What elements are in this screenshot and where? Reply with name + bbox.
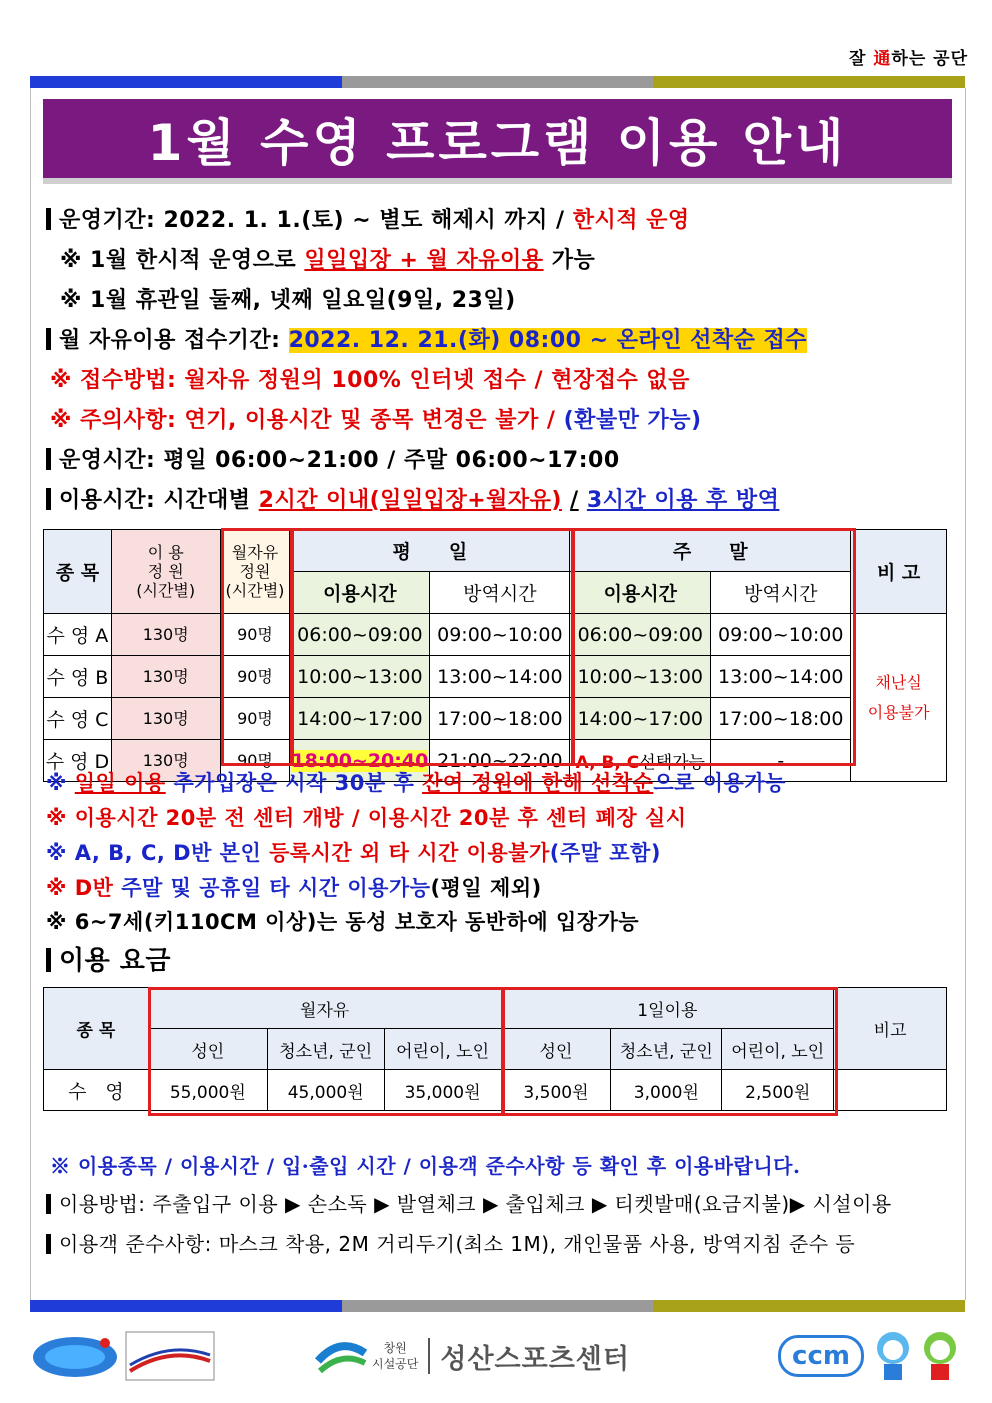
header-weekend: 주 말 — [570, 530, 851, 572]
fee-header-note: 비고 — [834, 988, 947, 1070]
header-item: 종 목 — [44, 530, 112, 614]
certification-logo — [125, 1328, 215, 1384]
center-name: 성산스포츠센터 — [440, 1343, 630, 1375]
fee-daily-child: 2,500원 — [722, 1070, 834, 1111]
note-line-1: ※ 1월 한시적 운영으로 일일입장 + 월 자유이용 가능 — [60, 248, 596, 273]
ccm-logo: ccm — [778, 1328, 864, 1384]
row-item: 수 영 D — [44, 740, 112, 782]
table-row — [44, 656, 947, 698]
table-row — [44, 1070, 947, 1111]
row-capacity: 130명 — [111, 698, 220, 740]
note-line-2: ※ 1월 휴관일 둘째, 넷째 일요일(9일, 23일) — [60, 288, 516, 313]
corporation-logo-icon — [310, 1331, 370, 1381]
row-item: 수 영 B — [44, 656, 112, 698]
header-weekend-disinfect: 방역시간 — [711, 572, 851, 614]
row-monthly-capacity: 90명 — [220, 740, 290, 782]
notice-4: ※ D반 주말 및 공휴일 타 시간 이용가능(평일 제외) — [46, 876, 542, 900]
top-color-bar — [30, 76, 965, 88]
registration-line: 월 자유이용 접수기간: 2022. 12. 21.(화) 08:00 ~ 온라인 선착순 접수 — [46, 323, 807, 354]
fee-header-youth: 청소년, 군인 — [267, 1029, 384, 1070]
notice-5: ※ 6~7세(키110CM 이상)는 동성 보호자 동반하에 입장가능 — [46, 910, 640, 934]
footer-rules: 이용객 준수사항: 마스크 착용, 2M 거리두기(최소 1M), 개인물품 사용, 방역지침 준수 등 — [46, 1228, 855, 1257]
caution-line: ※ 주의사항: 연기, 이용시간 및 종목 변경은 불가 / (환불만 가능) — [50, 408, 702, 433]
row-weekday-disinfect: 17:00~18:00 — [430, 698, 570, 740]
fee-header-monthly: 월자유 — [148, 988, 501, 1029]
footer-notice: ※ 이용종목 / 이용시간 / 입·출입 시간 / 이용객 준수사항 등 확인 후 이용바랍니다. — [50, 1154, 801, 1178]
header-weekday: 평 일 — [290, 530, 570, 572]
method-line: ※ 접수방법: 월자유 정원의 100% 인터넷 접수 / 현장접수 없음 — [50, 368, 690, 393]
hours-line: 운영시간: 평일 06:00~21:00 / 주말 06:00~17:00 — [46, 443, 620, 474]
mascot-logo — [870, 1328, 965, 1384]
bottom-color-bar — [30, 1300, 965, 1312]
row-weekend-disinfect: 09:00~10:00 — [711, 614, 851, 656]
header-monthly-capacity: 월자유 정원 (시간별) — [220, 530, 290, 614]
row-monthly-capacity: 90명 — [220, 614, 290, 656]
fee-daily-youth: 3,000원 — [611, 1070, 722, 1111]
page-title: 1월 수영 프로그램 이용 안내 — [43, 99, 952, 178]
notice-3: ※ A, B, C, D반 본인 등록시간 외 타 시간 이용불가(주말 포함) — [46, 841, 661, 865]
fee-monthly-adult: 55,000원 — [148, 1070, 267, 1111]
header-weekend-use: 이용시간 — [570, 572, 711, 614]
mascot-icon — [870, 1328, 965, 1384]
city-logo — [30, 1328, 120, 1384]
header-weekday-disinfect: 방역시간 — [430, 572, 570, 614]
row-weekend-disinfect: 13:00~14:00 — [711, 656, 851, 698]
header-capacity: 이 용 정 원 (시간별) — [111, 530, 220, 614]
note-cell: 채난실 이용불가 — [851, 614, 947, 782]
usage-line: 이용시간: 시간대별 2시간 이내(일일입장+월자유) / 3시간 이용 후 방역 — [46, 483, 779, 514]
fee-note — [834, 1070, 947, 1111]
row-weekend-use: 06:00~09:00 — [570, 614, 711, 656]
slogan: 잘 通하는 공단 — [849, 49, 968, 69]
corporation-logo: 창원 시설공단 성산스포츠센터 — [310, 1328, 630, 1384]
fee-header-child: 어린이, 노인 — [384, 1029, 501, 1070]
table-row — [44, 614, 947, 656]
notice-1: ※ 일일 이용 추가입장은 시작 30분 후 잔여 정원에 한해 선착순으로 이용가능 — [46, 771, 786, 795]
row-capacity: 130명 — [111, 740, 220, 782]
row-item: 수 영 C — [44, 698, 112, 740]
row-weekend-disinfect: 17:00~18:00 — [711, 698, 851, 740]
fee-header-item: 종 목 — [44, 988, 149, 1070]
fee-table — [43, 987, 947, 1111]
row-item: 수 영 A — [44, 614, 112, 656]
fee-header-adult: 성인 — [148, 1029, 267, 1070]
row-weekend-use: 14:00~17:00 — [570, 698, 711, 740]
period-line: 운영기간: 2022. 1. 1.(토) ~ 별도 해제시 까지 / 한시적 운영 — [46, 203, 690, 234]
schedule-table — [43, 529, 947, 782]
fee-header-adult: 성인 — [501, 1029, 611, 1070]
row-weekend-use: 10:00~13:00 — [570, 656, 711, 698]
fee-monthly-child: 35,000원 — [384, 1070, 501, 1111]
fee-header-child: 어린이, 노인 — [722, 1029, 834, 1070]
fee-row-item: 수 영 — [44, 1070, 149, 1111]
row-monthly-capacity: 90명 — [220, 656, 290, 698]
notice-2: ※ 이용시간 20분 전 센터 개방 / 이용시간 20분 후 센터 폐장 실시 — [46, 806, 687, 830]
fee-monthly-youth: 45,000원 — [267, 1070, 384, 1111]
footer-method: 이용방법: 주출입구 이용 ▶ 손소독 ▶ 발열체크 ▶ 출입체크 ▶ 티켓발매(요금지불)▶ 시설이용 — [46, 1188, 892, 1217]
fee-section-title: 이용 요금 — [46, 940, 171, 977]
row-capacity: 130명 — [111, 614, 220, 656]
row-weekday-disinfect: 13:00~14:00 — [430, 656, 570, 698]
fee-daily-adult: 3,500원 — [501, 1070, 611, 1111]
row-weekday-use: 14:00~17:00 — [290, 698, 430, 740]
row-monthly-capacity: 90명 — [220, 698, 290, 740]
header-weekday-use: 이용시간 — [290, 572, 430, 614]
table-row — [44, 698, 947, 740]
row-weekend-use: A, B, C선택가능 — [570, 740, 711, 782]
row-weekend-disinfect: - — [711, 740, 851, 782]
row-weekday-use: 18:00~20:40 — [290, 740, 430, 782]
row-weekday-disinfect: 21:00~22:00 — [430, 740, 570, 782]
row-capacity: 130명 — [111, 656, 220, 698]
fee-header-daily: 1일이용 — [501, 988, 834, 1029]
fee-header-youth: 청소년, 군인 — [611, 1029, 722, 1070]
row-weekday-disinfect: 09:00~10:00 — [430, 614, 570, 656]
header-note: 비 고 — [851, 530, 947, 614]
row-weekday-use: 10:00~13:00 — [290, 656, 430, 698]
row-weekday-use: 06:00~09:00 — [290, 614, 430, 656]
